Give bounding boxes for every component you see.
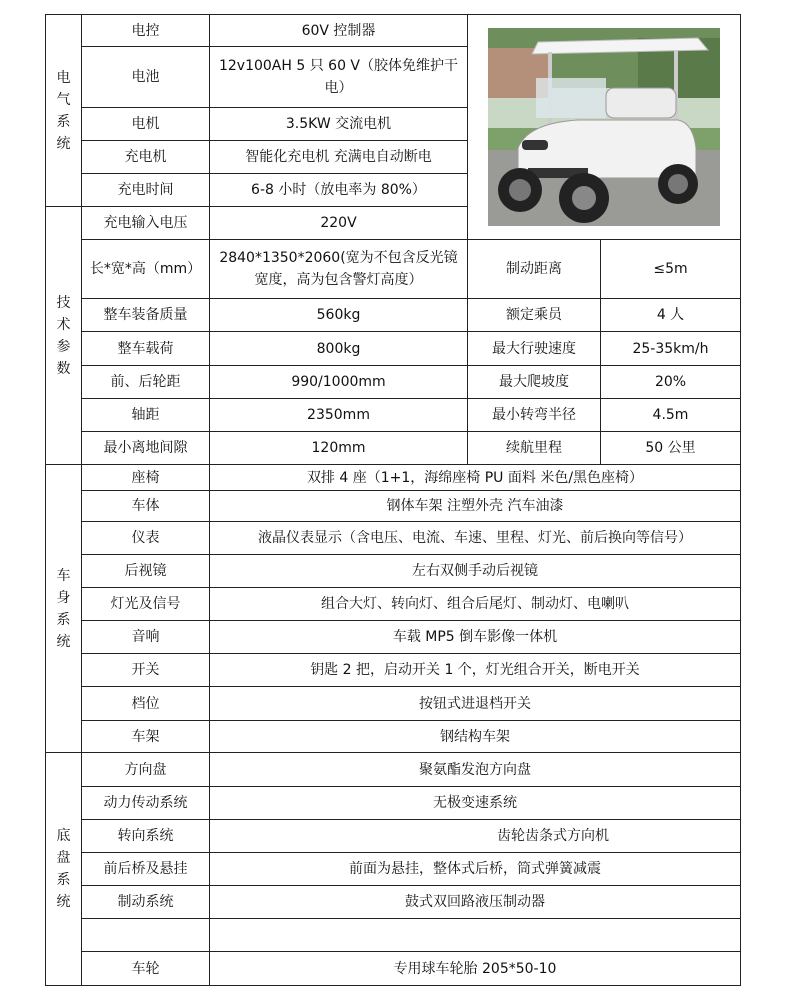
row-label: 座椅 xyxy=(82,465,210,491)
row-value: 按钮式进退档开关 xyxy=(210,687,741,721)
group-body: 车身系统 xyxy=(46,465,82,753)
row-value-2: 20% xyxy=(601,366,741,399)
group-electrical: 电气系统 xyxy=(46,15,82,207)
row-value: 6-8 小时（放电率为 80%） xyxy=(210,174,468,207)
row-label: 灯光及信号 xyxy=(82,588,210,621)
row-value: 无极变速系统 xyxy=(210,787,741,820)
row-label: 后视镜 xyxy=(82,555,210,588)
row-value: 2350mm xyxy=(210,399,468,432)
row-label: 轴距 xyxy=(82,399,210,432)
row-value: 12v100AH 5 只 60 V（胶体免维护干电） xyxy=(210,47,468,108)
row-value-2: 4.5m xyxy=(601,399,741,432)
row-label-2: 最大行驶速度 xyxy=(468,332,601,366)
row-label: 开关 xyxy=(82,654,210,687)
row-value: 双排 4 座（1+1，海绵座椅 PU 面料 米色/黑色座椅） xyxy=(210,465,741,491)
row-label: 充电机 xyxy=(82,141,210,174)
row-value: 智能化充电机 充满电自动断电 xyxy=(210,141,468,174)
row-label: 整车载荷 xyxy=(82,332,210,366)
row-label: 最小离地间隙 xyxy=(82,432,210,465)
row-label: 制动系统 xyxy=(82,886,210,919)
row-label: 转向系统 xyxy=(82,820,210,853)
row-value: 齿轮齿条式方向机 xyxy=(210,820,741,853)
row-value: 钢体车架 注塑外壳 汽车油漆 xyxy=(210,491,741,522)
spec-table xyxy=(45,14,741,986)
row-label-2: 最小转弯半径 xyxy=(468,399,601,432)
row-label: 车架 xyxy=(82,721,210,753)
row-value: 220V xyxy=(210,207,468,240)
row-value: 钥匙 2 把，启动开关 1 个，灯光组合开关，断电开关 xyxy=(210,654,741,687)
row-label: 长*宽*高（mm） xyxy=(82,240,210,299)
row-label: 整车装备质量 xyxy=(82,299,210,332)
group-chassis: 底盘系统 xyxy=(46,753,82,986)
row-value: 60V 控制器 xyxy=(210,15,468,47)
row-label-2: 最大爬坡度 xyxy=(468,366,601,399)
row-label: 充电输入电压 xyxy=(82,207,210,240)
row-label: 车轮 xyxy=(82,952,210,986)
row-label: 前、后轮距 xyxy=(82,366,210,399)
row-label: 前后桥及悬挂 xyxy=(82,853,210,886)
row-value: 3.5KW 交流电机 xyxy=(210,108,468,141)
row-value-2: ≤5m xyxy=(601,240,741,299)
row-value-2: 25-35km/h xyxy=(601,332,741,366)
row-value: 鼓式双回路液压制动器 xyxy=(210,886,741,919)
row-value: 专用球车轮胎 205*50-10 xyxy=(210,952,741,986)
row-label: 电池 xyxy=(82,47,210,108)
row-label: 充电时间 xyxy=(82,174,210,207)
row-value: 聚氨酯发泡方向盘 xyxy=(210,753,741,787)
row-value: 液晶仪表显示（含电压、电流、车速、里程、灯光、前后换向等信号） xyxy=(210,522,741,555)
row-label: 仪表 xyxy=(82,522,210,555)
group-technical: 技术参数 xyxy=(46,207,82,465)
row-label xyxy=(82,919,210,952)
row-value xyxy=(210,919,741,952)
row-label-2: 制动距离 xyxy=(468,240,601,299)
row-label-2: 续航里程 xyxy=(468,432,601,465)
row-label: 电控 xyxy=(82,15,210,47)
row-label: 车体 xyxy=(82,491,210,522)
row-value: 前面为悬挂，整体式后桥，筒式弹簧减震 xyxy=(210,853,741,886)
row-label-2: 额定乘员 xyxy=(468,299,601,332)
row-value: 990/1000mm xyxy=(210,366,468,399)
row-label: 动力传动系统 xyxy=(82,787,210,820)
row-label: 电机 xyxy=(82,108,210,141)
row-value: 2840*1350*2060(宽为不包含反光镜宽度，高为包含警灯高度） xyxy=(210,240,468,299)
row-value: 车载 MP5 倒车影像一体机 xyxy=(210,621,741,654)
row-label: 档位 xyxy=(82,687,210,721)
row-value: 120mm xyxy=(210,432,468,465)
row-value-2: 4 人 xyxy=(601,299,741,332)
row-value: 左右双侧手动后视镜 xyxy=(210,555,741,588)
row-value: 组合大灯、转向灯、组合后尾灯、制动灯、电喇叭 xyxy=(210,588,741,621)
row-value: 钢结构车架 xyxy=(210,721,741,753)
row-value-2: 50 公里 xyxy=(601,432,741,465)
row-label: 方向盘 xyxy=(82,753,210,787)
golf-cart-photo xyxy=(488,28,720,226)
product-photo-cell xyxy=(468,15,741,240)
row-value: 560kg xyxy=(210,299,468,332)
row-label: 音响 xyxy=(82,621,210,654)
row-value: 800kg xyxy=(210,332,468,366)
